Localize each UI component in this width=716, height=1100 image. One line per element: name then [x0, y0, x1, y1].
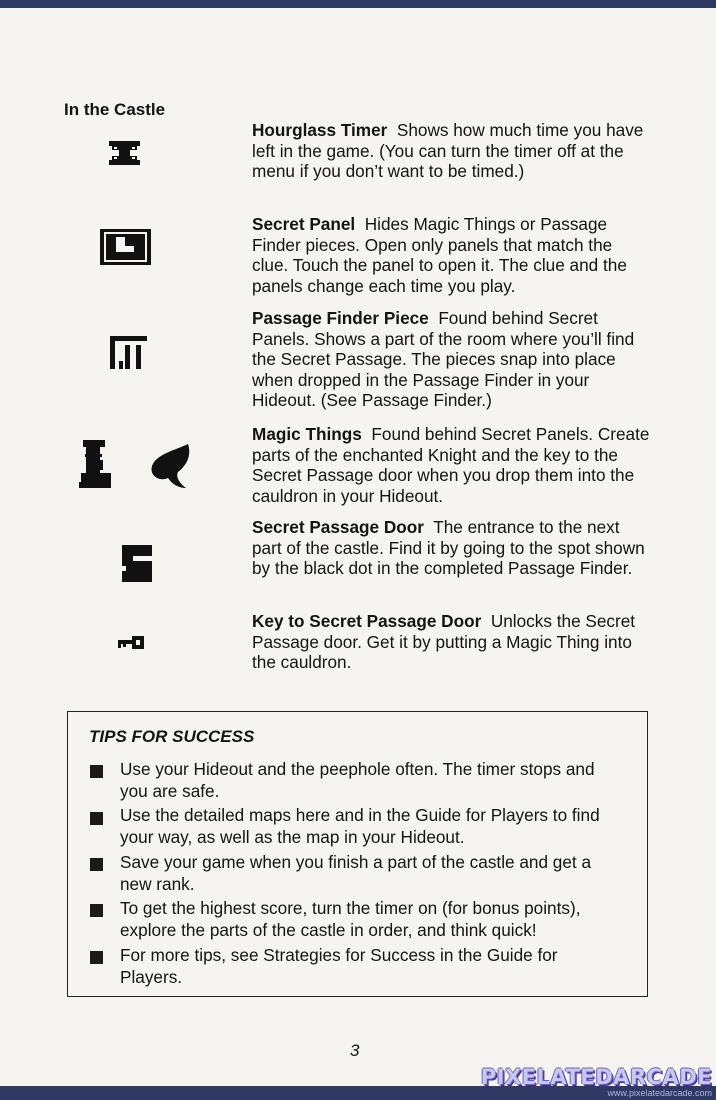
manual-page: [0, 8, 716, 1086]
entry-text: The entrance to the next part of the castle. Find it by going to the spot shown by the black dot in the completed Passage Finder.: [252, 517, 645, 578]
entry-text: Found behind Secret Panels. Shows a part of the room where you’ll find the Secret Passage. The pieces snap into place when dropped in the Passage Finder in your Hideout. (See Passage Finder.): [252, 308, 635, 410]
watermark-logo: PIXELATEDARCADE: [480, 1065, 712, 1089]
entry-name: Key to Secret Passage Door: [252, 611, 482, 631]
entry-text: Hides Magic Things or Passage Finder pieces. Open only panels that match the clue. Touch the panel to open it. The clue and the panels change each time you play.: [252, 214, 627, 296]
entry-name: Secret Panel: [252, 214, 356, 234]
entry-name: Passage Finder Piece: [252, 308, 429, 328]
tip-item: To get the highest score, turn the timer on (for bonus points), explore the parts of the castle in order, and think quick!: [120, 898, 581, 940]
boot-icon: [79, 440, 111, 488]
section-title: In the Castle: [64, 100, 166, 119]
entry-passage-finder-piece: [252, 308, 652, 411]
tips-title: TIPS FOR SUCCESS: [89, 727, 255, 746]
leaf-icon: [148, 444, 196, 488]
entry-secret-passage-door: [252, 517, 652, 579]
tip-item: Use your Hideout and the peephole often. The timer stops and you are safe.: [120, 759, 595, 801]
bullet-icon: [90, 765, 103, 778]
entry-magic-things: [252, 424, 652, 506]
entry-text: Unlocks the Secret Passage door. Get it by putting a Magic Thing into the cauldron.: [252, 611, 636, 672]
entry-secret-panel: [252, 214, 652, 296]
bullet-icon: [90, 812, 103, 825]
secret-panel-icon: [100, 229, 151, 265]
bullet-icon: [90, 904, 103, 917]
tips-box: [67, 711, 648, 997]
bullet-icon: [90, 951, 103, 964]
door-icon: [122, 545, 152, 582]
tip-item: Save your game when you finish a part of the castle and get a new rank.: [120, 852, 592, 894]
page-number: 3: [350, 1041, 360, 1060]
entry-hourglass-timer: [252, 120, 652, 182]
entry-text: Shows how much time you have left in the game. (You can turn the timer off at the menu if you don’t want to be timed.): [252, 120, 644, 181]
tip-item: For more tips, see Strategies for Success in the Guide for Players.: [120, 945, 558, 987]
key-icon: [118, 636, 144, 649]
entry-name: Magic Things: [252, 424, 362, 444]
entry-key: [252, 611, 652, 673]
entry-name: Secret Passage Door: [252, 517, 424, 537]
watermark: [481, 1065, 712, 1098]
watermark-url: www.pixelatedarcade.com: [607, 1088, 712, 1098]
entry-text: Found behind Secret Panels. Create parts of the enchanted Knight and the key to the Secret Passage door when you drop them into the cauldron in your Hideout.: [252, 424, 650, 506]
passage-finder-piece-icon: [110, 336, 147, 369]
entry-name: Hourglass Timer: [252, 120, 388, 140]
bullet-icon: [90, 858, 103, 871]
tip-item: Use the detailed maps here and in the Guide for Players to find your way, as well as the map in your Hideout.: [120, 805, 600, 847]
hourglass-icon: [109, 141, 140, 165]
